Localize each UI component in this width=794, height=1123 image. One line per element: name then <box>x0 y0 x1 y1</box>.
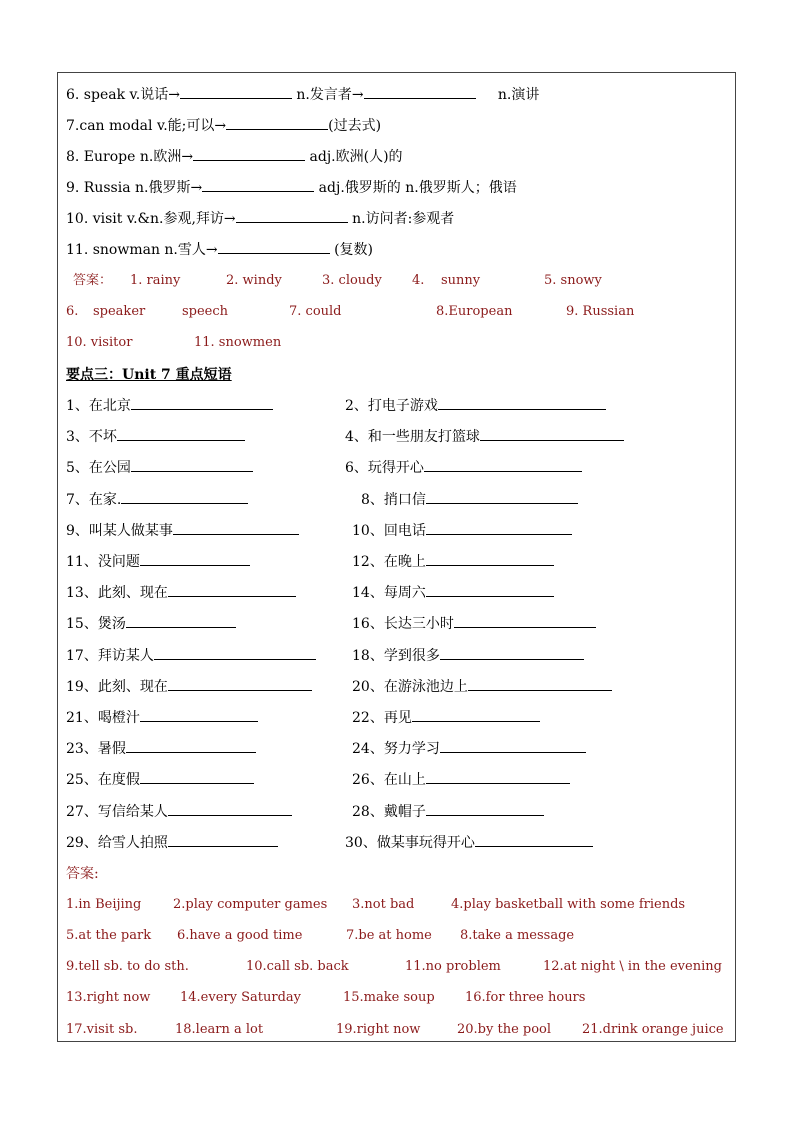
phrase-item <box>66 395 273 416</box>
phrase-label: 17、拜访某人 <box>66 648 154 664</box>
phrase-label: 11、没问题 <box>66 554 140 570</box>
phrase-label: 23、暑假 <box>66 741 126 757</box>
answer-blank[interactable] <box>454 613 596 628</box>
phrase-label: 14、每周六 <box>352 585 426 601</box>
answer-blank[interactable] <box>440 645 584 660</box>
phrase-answer: 1.in Beijing <box>66 897 142 912</box>
phrase-item <box>345 426 624 447</box>
vocab-prompt: n.发言者→ <box>296 87 364 103</box>
answer-blank[interactable] <box>131 395 273 410</box>
phrase-item <box>345 457 582 478</box>
answer-blank[interactable] <box>168 582 296 597</box>
phrase-item <box>66 738 256 759</box>
phrase-answer: 12.at night \ in the evening <box>543 959 722 974</box>
vocab-answer: 10. visitor <box>66 335 133 350</box>
section-title: 要点三：Unit 7 重点短语 <box>66 367 232 383</box>
phrase-label: 13、此刻、现在 <box>66 585 168 601</box>
phrase-label: 1、在北京 <box>66 398 131 414</box>
answer-blank[interactable] <box>236 208 348 223</box>
phrase-item <box>66 676 312 697</box>
answer-blank[interactable] <box>168 832 278 847</box>
answer-blank[interactable] <box>202 177 314 192</box>
vocab-line-6 <box>66 84 539 105</box>
phrase-answer: 13.right now <box>66 990 151 1005</box>
phrase-label: 21、喝橙汁 <box>66 710 140 726</box>
answer-blank[interactable] <box>126 738 256 753</box>
vocab-prompt: 8. Europe n.欧洲→ <box>66 149 194 165</box>
phrase-item <box>352 645 584 666</box>
answer-blank[interactable] <box>140 769 254 784</box>
phrase-answer: 14.every Saturday <box>180 990 301 1005</box>
phrase-item <box>352 738 586 759</box>
phrase-label: 19、此刻、现在 <box>66 679 168 695</box>
phrase-item <box>66 551 250 572</box>
vocab-prompt: 7.can modal v.能;可以→ <box>66 118 227 134</box>
phrase-label: 7、在家. <box>66 492 122 508</box>
phrase-label: 16、长达三小时 <box>352 616 454 632</box>
vocab-line-8 <box>66 146 403 167</box>
phrase-label: 4、和一些朋友打篮球 <box>345 429 480 445</box>
answer-blank[interactable] <box>426 520 572 535</box>
phrase-label: 3、不坏 <box>66 429 117 445</box>
vocab-prompt: 9. Russia n.俄罗斯→ <box>66 180 203 196</box>
phrase-answer: 19.right now <box>336 1022 421 1037</box>
phrase-label: 25、在度假 <box>66 772 140 788</box>
vocab-answer-label: 答案： <box>73 273 113 288</box>
answer-blank[interactable] <box>468 676 612 691</box>
phrase-label: 30、做某事玩得开心 <box>345 835 475 851</box>
vocab-prompt: adj.俄罗斯的 n.俄罗斯人；俄语 <box>318 180 517 196</box>
phrase-answer: 20.by the pool <box>457 1022 552 1037</box>
answer-blank[interactable] <box>426 769 570 784</box>
answer-blank[interactable] <box>426 582 554 597</box>
phrase-item <box>352 582 554 603</box>
phrase-label: 15、煲汤 <box>66 616 126 632</box>
phrase-answer: 5.at the park <box>66 928 152 943</box>
vocab-prompt: 6. speak v.说话→ <box>66 87 180 103</box>
phrase-item <box>66 613 236 634</box>
phrase-label: 8、捎口信 <box>361 492 426 508</box>
answer-blank[interactable] <box>438 395 606 410</box>
phrase-label: 12、在晚上 <box>352 554 426 570</box>
answer-blank[interactable] <box>117 426 245 441</box>
answer-blank[interactable] <box>218 239 330 254</box>
answer-blank[interactable] <box>168 676 312 691</box>
phrase-answer: 2.play computer games <box>173 897 328 912</box>
phrase-label: 29、给雪人拍照 <box>66 835 168 851</box>
phrase-item <box>66 457 253 478</box>
answer-blank[interactable] <box>426 551 554 566</box>
phrase-item <box>352 801 544 822</box>
phrase-item <box>352 613 596 634</box>
vocab-prompt: 10. visit v.&n.参观,拜访→ <box>66 211 236 227</box>
answer-blank[interactable] <box>440 738 586 753</box>
answer-blank[interactable] <box>180 84 292 99</box>
answer-blank[interactable] <box>131 457 253 472</box>
answer-blank[interactable] <box>226 115 328 130</box>
answer-blank[interactable] <box>126 613 236 628</box>
phrase-item <box>66 801 292 822</box>
phrase-label: 27、写信给某人 <box>66 804 168 820</box>
vocab-answer: 1. rainy <box>130 273 181 288</box>
phrase-item <box>66 707 258 728</box>
vocab-answer: 2. windy <box>226 273 282 288</box>
answer-blank[interactable] <box>193 146 305 161</box>
vocab-prompt: (过去式) <box>328 118 382 134</box>
phrase-item <box>66 520 299 541</box>
vocab-answer: 5. snowy <box>544 273 602 288</box>
phrase-label: 26、在山上 <box>352 772 426 788</box>
phrase-item <box>352 707 540 728</box>
vocab-answer: 4. <box>412 273 425 288</box>
phrase-label: 6、玩得开心 <box>345 460 424 476</box>
phrase-label: 20、在游泳池边上 <box>352 679 468 695</box>
phrase-label: 28、戴帽子 <box>352 804 426 820</box>
answer-blank[interactable] <box>480 426 624 441</box>
answer-blank[interactable] <box>121 489 248 504</box>
phrase-label: 2、打电子游戏 <box>345 398 438 414</box>
phrase-label: 10、回电话 <box>352 523 426 539</box>
vocab-prompt: adj.欧洲(人)的 <box>309 149 403 165</box>
answer-blank[interactable] <box>168 801 292 816</box>
vocab-answer: 3. cloudy <box>322 273 382 288</box>
phrase-answer: 8.take a message <box>460 928 575 943</box>
phrase-label: 24、努力学习 <box>352 741 440 757</box>
phrase-answer: 18.learn a lot <box>175 1022 264 1037</box>
answer-blank[interactable] <box>173 520 299 535</box>
answer-blank[interactable] <box>426 489 578 504</box>
answer-blank[interactable] <box>154 645 316 660</box>
phrase-label: 18、学到很多 <box>352 648 440 664</box>
vocab-answer: 8.European <box>436 304 513 319</box>
answer-blank[interactable] <box>475 832 593 847</box>
phrase-item <box>345 395 606 416</box>
phrase-answer: 17.visit sb. <box>66 1022 138 1037</box>
phrase-answer: 21.drink orange juice <box>582 1022 724 1037</box>
answer-blank[interactable] <box>412 707 540 722</box>
phrase-answer: 16.for three hours <box>465 990 586 1005</box>
phrase-answer: 11.no problem <box>405 959 501 974</box>
answer-blank[interactable] <box>424 457 582 472</box>
vocab-line-7 <box>66 115 381 136</box>
answer-blank[interactable] <box>140 551 250 566</box>
vocab-answer: 11. snowmen <box>194 335 282 350</box>
vocab-prompt: n.演讲 <box>497 87 540 103</box>
phrase-answer: 7.be at home <box>346 928 432 943</box>
phrase-label: 5、在公园 <box>66 460 131 476</box>
phrase-item <box>352 676 612 697</box>
phrase-answer: 4.play basketball with some friends <box>451 897 686 912</box>
phrase-answer: 15.make soup <box>343 990 435 1005</box>
phrase-label: 9、叫某人做某事 <box>66 523 173 539</box>
phrase-answer-label: 答案: <box>66 866 99 882</box>
vocab-answer: 6. <box>66 304 79 319</box>
phrase-answer: 6.have a good time <box>177 928 303 943</box>
vocab-line-10 <box>66 208 454 229</box>
phrase-item <box>66 489 248 510</box>
vocab-answer: speech <box>182 304 229 319</box>
vocab-prompt: 11. snowman n.雪人→ <box>66 242 218 258</box>
phrase-item <box>66 832 278 853</box>
phrase-item <box>352 551 554 572</box>
answer-blank[interactable] <box>140 707 258 722</box>
phrase-answer: 10.call sb. back <box>246 959 349 974</box>
phrase-item <box>345 832 593 853</box>
phrase-item <box>361 489 578 510</box>
vocab-answer: sunny <box>441 273 481 288</box>
vocab-prompt: n.访问者:参观者 <box>352 211 455 227</box>
phrase-item <box>352 769 570 790</box>
answer-blank[interactable] <box>426 801 544 816</box>
vocab-line-11 <box>66 239 373 260</box>
phrase-item <box>66 426 245 447</box>
phrase-item <box>66 769 254 790</box>
vocab-prompt: (复数) <box>334 242 374 258</box>
vocab-answer: 7. could <box>289 304 342 319</box>
answer-blank[interactable] <box>364 84 476 99</box>
vocab-answer: 9. Russian <box>566 304 635 319</box>
phrase-answer: 9.tell sb. to do sth. <box>66 959 189 974</box>
phrase-item <box>66 582 296 603</box>
vocab-answer: speaker <box>93 304 146 319</box>
vocab-line-9 <box>66 177 517 198</box>
phrase-item <box>352 520 572 541</box>
phrase-label: 22、再见 <box>352 710 412 726</box>
phrase-answer: 3.not bad <box>352 897 415 912</box>
phrase-item <box>66 645 316 666</box>
